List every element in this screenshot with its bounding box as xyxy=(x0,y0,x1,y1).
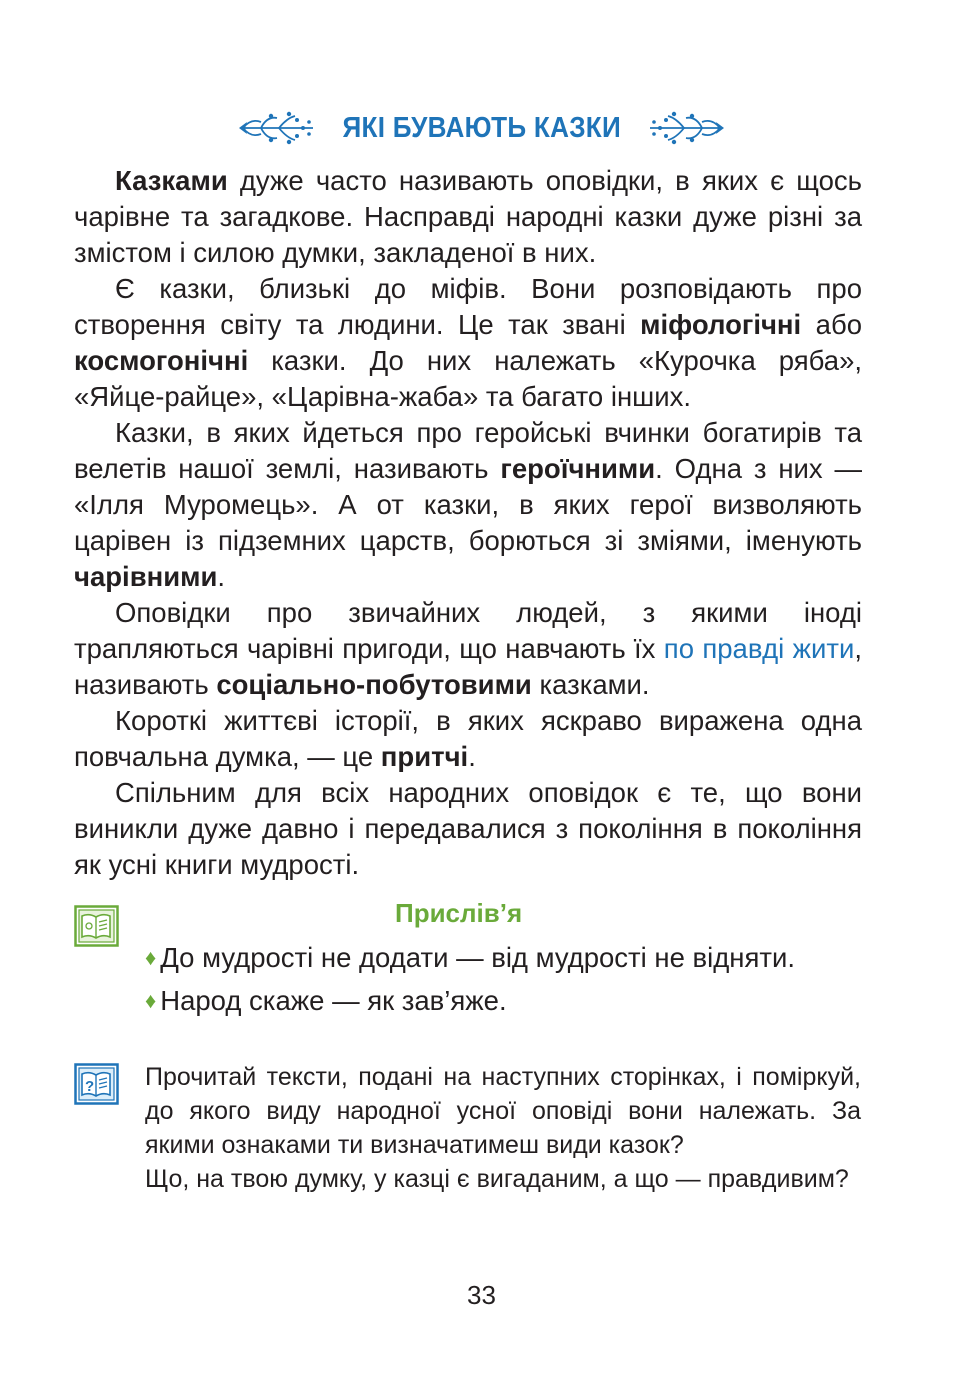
paragraph-text: . xyxy=(468,741,476,772)
page-number: 33 xyxy=(467,1280,496,1310)
page-title: ЯКІ БУВАЮТЬ КАЗКИ xyxy=(342,111,621,144)
book-icon xyxy=(74,905,119,947)
question-book-icon xyxy=(74,1063,119,1105)
paragraph-6 xyxy=(74,775,862,883)
title-row xyxy=(0,105,963,151)
right-ornament-icon xyxy=(646,108,726,148)
paragraph-text: , називають xyxy=(74,633,862,700)
paragraph-text: . xyxy=(217,561,226,592)
paragraph-1 xyxy=(74,163,862,271)
task-block xyxy=(145,1060,861,1196)
term-bold: Казками xyxy=(115,165,228,196)
paragraph-text: дуже часто називають оповідки, в яких є щось чарівне та загадкове. Насправді народні казки дуже різні за змістом і силою думки, закладеної в них. xyxy=(74,165,862,268)
highlight-phrase: по правді жити xyxy=(663,633,855,664)
task-question-2: Що, на твою думку, у казці є вигаданим, а що — правдивим? xyxy=(145,1165,849,1193)
paragraph-text: або xyxy=(801,309,862,340)
proverbs-heading: Прислів’я xyxy=(395,898,523,928)
term-bold: чарівними xyxy=(74,561,218,592)
proverb-text: Народ скаже — як зав’яже. xyxy=(160,985,507,1016)
term-bold: космогонічні xyxy=(74,345,249,376)
svg-text:?: ? xyxy=(85,1078,95,1095)
paragraph-text: Є казки, близькі до міфів. Вони розповідають про створення світу та людини. Це так звані xyxy=(74,273,862,340)
proverb-item xyxy=(145,940,795,978)
diamond-bullet-icon: ♦ xyxy=(145,988,157,1013)
paragraph-2 xyxy=(74,271,862,415)
paragraph-text: казками. xyxy=(531,669,650,700)
task-question-1: Прочитай тексти, подані на наступних сторінках, і поміркуй, до якого виду народної усної оповіді вони належать. За якими ознаками ти визначатимеш види казок? xyxy=(145,1063,861,1159)
paragraph-text: казки. До них належать «Курочка ряба», «Яйце-райце», «Царівна-жаба» та багато інших. xyxy=(74,345,862,412)
paragraph-text: Казки, в яких йдеться про геройські вчинки богатирів та велетів нашої землі, називають xyxy=(74,417,862,484)
paragraph-5 xyxy=(74,703,862,775)
proverb-item xyxy=(145,983,507,1021)
term-bold: притчі xyxy=(380,741,469,772)
term-bold: соціально-побутовими xyxy=(216,669,532,700)
left-ornament-icon xyxy=(237,108,317,148)
paragraph-text: Оповідки про звичайних людей, з якими іноді трапляються чарівні пригоди, що навчають їх xyxy=(74,597,862,664)
paragraph-text: Спільним для всіх народних оповідок є те, що вони виникли дуже давно і передавалися з покоління в покоління як усні книги мудрості. xyxy=(74,777,862,880)
proverb-text: До мудрості не додати — від мудрості не відняти. xyxy=(160,942,795,973)
paragraph-text: Короткі життєві історії, в яких яскраво виражена одна повчальна думка, — це xyxy=(74,705,862,772)
diamond-bullet-icon: ♦ xyxy=(145,945,157,970)
paragraph-3 xyxy=(74,415,862,595)
paragraph-text: . Одна з них — «Ілля Муромець». А от казки, в яких герої визволяють царівен із підземних царств, борються зі зміями, іменують xyxy=(74,453,862,556)
paragraph-4 xyxy=(74,595,862,703)
main-text xyxy=(74,163,862,883)
term-bold: героїчними xyxy=(500,453,656,484)
term-bold: міфологічні xyxy=(640,309,802,340)
